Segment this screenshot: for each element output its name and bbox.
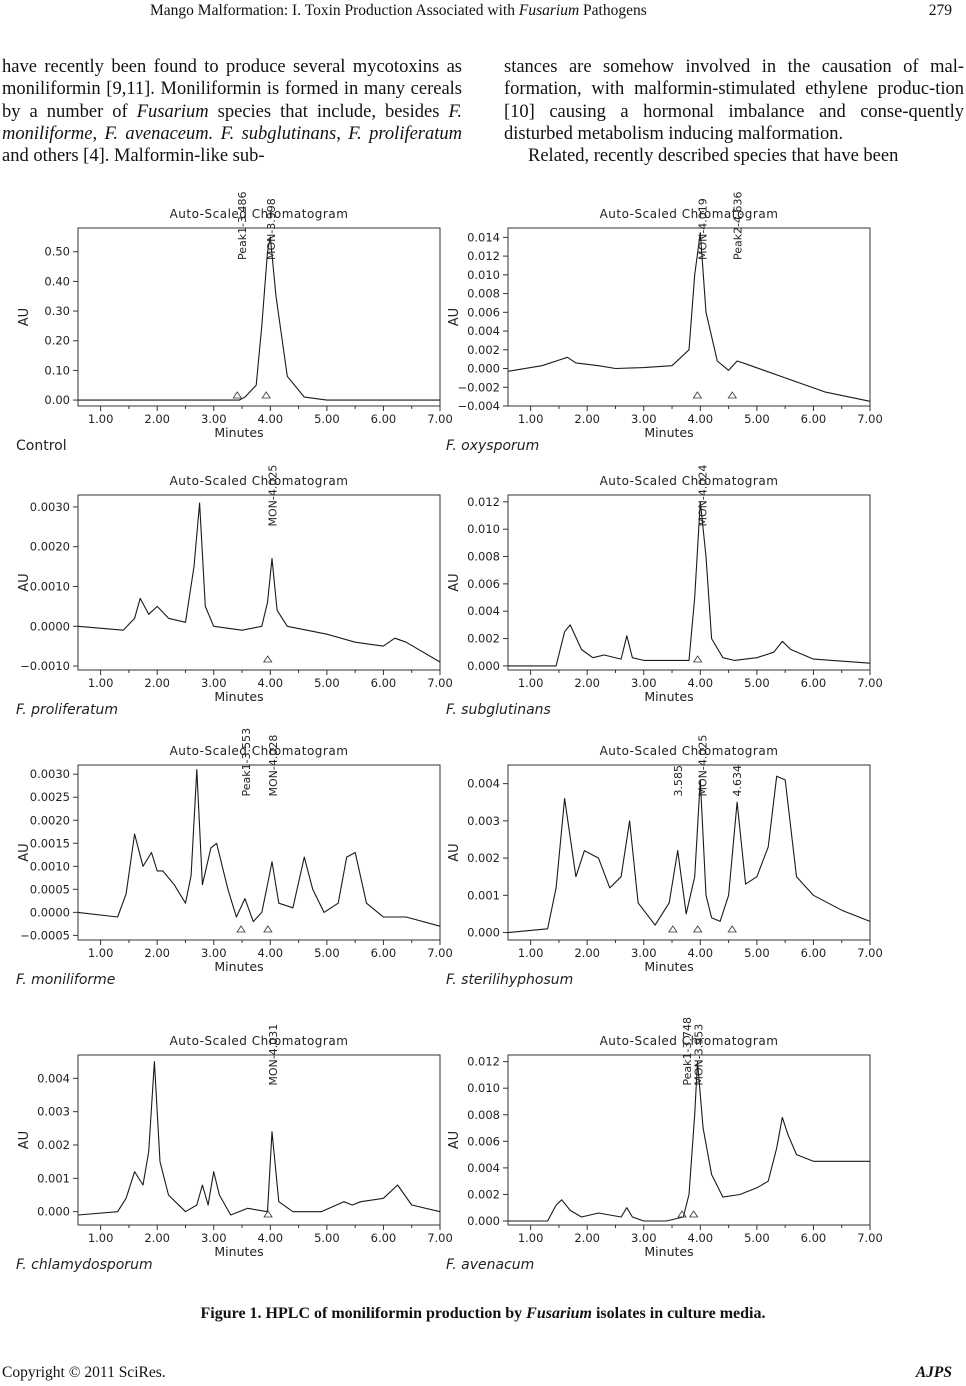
y-tick-label: −0.002 xyxy=(457,380,500,395)
right-paragraph-2: Related, recently described species that have been xyxy=(528,146,899,167)
plot-frame xyxy=(78,495,440,670)
y-tick-label: 0.00 xyxy=(44,393,70,408)
x-tick-label: 3.00 xyxy=(200,676,227,690)
y-tick-label: 0.004 xyxy=(467,324,500,339)
y-tick-label: 0.0000 xyxy=(29,905,70,920)
right-paragraph-1: stances are somehow involved in the causation of mal-formation, with malformin-stimulated ethylene produc-tion [10] causing a hormonal imbalance and conse-quently disturbed metabolism inducing malformation. xyxy=(504,57,964,144)
y-tick-label: 0.002 xyxy=(467,851,500,866)
y-tick-label: 0.0015 xyxy=(29,836,70,851)
x-tick-label: 6.00 xyxy=(370,676,397,690)
italic-run: Fusarium xyxy=(136,101,209,122)
chromatogram-trace xyxy=(508,233,870,402)
y-tick-label: 0.012 xyxy=(467,1054,500,1069)
panel-label: F. avenacum xyxy=(446,1257,535,1273)
chart-title: Auto-Scaled Chromatogram xyxy=(599,207,779,221)
x-axis-label: Minutes xyxy=(214,425,264,440)
peak-label: 4.634 xyxy=(731,765,745,797)
y-axis-label: AU xyxy=(447,307,462,327)
y-tick-label: 0.0025 xyxy=(29,790,70,805)
peak-marker xyxy=(264,656,272,662)
x-tick-label: 2.00 xyxy=(574,412,600,426)
chromatogram-trace xyxy=(508,776,870,932)
x-tick-label: 6.00 xyxy=(370,412,397,426)
y-tick-label: 0.002 xyxy=(467,342,500,357)
y-tick-label: 0.0020 xyxy=(29,813,70,828)
panel-label: F. subglutinans xyxy=(446,702,551,718)
y-tick-label: 0.000 xyxy=(467,658,500,673)
x-tick-label: 6.00 xyxy=(370,946,397,960)
y-axis-label: AU xyxy=(447,1130,462,1150)
text-run: have recently been found to produce several mycotoxins as moniliformin [9,11]. Moniliformin is formed in many cereals by a number of xyxy=(2,57,462,122)
x-tick-label: 7.00 xyxy=(427,676,453,690)
x-tick-label: 7.00 xyxy=(857,1231,883,1245)
x-axis-label: Minutes xyxy=(214,959,264,974)
chromatogram-panel xyxy=(446,465,883,718)
peak-marker xyxy=(694,926,702,932)
page-number: 279 xyxy=(928,2,952,19)
figure xyxy=(0,190,966,1300)
y-tick-label: 0.0030 xyxy=(29,499,70,514)
x-axis-label: Minutes xyxy=(644,1244,694,1259)
plot-frame xyxy=(508,228,870,406)
y-tick-label: 0.004 xyxy=(467,776,500,791)
y-tick-label: 0.006 xyxy=(467,1134,500,1149)
y-axis-label: AU xyxy=(447,843,462,862)
x-tick-label: 7.00 xyxy=(427,1231,453,1245)
y-tick-label: 0.002 xyxy=(467,631,500,646)
text-run: species that include, besides xyxy=(208,101,449,122)
chromatogram-panel xyxy=(16,465,453,718)
y-tick-label: 0.0030 xyxy=(29,767,70,782)
panel-label: Control xyxy=(16,438,67,454)
x-tick-label: 1.00 xyxy=(517,1231,544,1245)
text-run: and others [4]. Malformin-like sub- xyxy=(2,146,265,167)
right-column xyxy=(504,56,964,167)
y-tick-label: 0.001 xyxy=(37,1171,70,1186)
x-tick-label: 1.00 xyxy=(517,676,544,690)
x-tick-label: 2.00 xyxy=(144,412,170,426)
x-tick-label: 5.00 xyxy=(744,412,770,426)
chromatogram-panel xyxy=(16,191,453,454)
x-tick-label: 3.00 xyxy=(200,946,227,960)
y-tick-label: 0.003 xyxy=(37,1104,70,1119)
y-tick-label: 0.001 xyxy=(467,888,500,903)
x-tick-label: 3.00 xyxy=(630,676,657,690)
x-tick-label: 3.00 xyxy=(630,1231,657,1245)
peak-marker xyxy=(264,926,272,932)
chromatogram-panel xyxy=(446,735,883,988)
x-tick-label: 2.00 xyxy=(144,676,170,690)
y-tick-label: 0.002 xyxy=(467,1187,500,1202)
x-tick-label: 4.00 xyxy=(257,412,284,426)
running-title-suffix: Pathogens xyxy=(579,2,647,19)
peak-label: MON-3.953 xyxy=(692,1023,706,1086)
y-axis-label: AU xyxy=(17,573,32,592)
x-tick-label: 1.00 xyxy=(517,946,544,960)
y-tick-label: 0.014 xyxy=(467,230,500,245)
chromatogram-trace xyxy=(508,502,870,666)
x-axis-label: Minutes xyxy=(644,689,694,704)
x-axis-label: Minutes xyxy=(644,959,694,974)
x-tick-label: 2.00 xyxy=(144,946,170,960)
chart-title: Auto-Scaled Chromatogram xyxy=(599,744,779,758)
y-axis-label: AU xyxy=(17,843,32,862)
y-tick-label: 0.000 xyxy=(467,925,500,940)
x-tick-label: 1.00 xyxy=(87,676,114,690)
x-tick-label: 4.00 xyxy=(257,1231,284,1245)
y-tick-label: 0.006 xyxy=(467,305,500,320)
y-axis-label: AU xyxy=(17,307,32,327)
panel-label: F. proliferatum xyxy=(16,702,119,718)
y-tick-label: 0.010 xyxy=(467,267,500,282)
chart-title: Auto-Scaled Chromatogram xyxy=(169,744,349,758)
chromatogram-panel xyxy=(446,1017,883,1273)
x-tick-label: 3.00 xyxy=(630,946,657,960)
y-tick-label: −0.0005 xyxy=(20,928,70,943)
chromatogram-trace xyxy=(78,770,440,927)
chart-title: Auto-Scaled Chromatogram xyxy=(599,1034,779,1048)
x-tick-label: 4.00 xyxy=(257,946,284,960)
y-tick-label: 0.0010 xyxy=(29,579,70,594)
chromatogram-trace xyxy=(78,503,440,662)
italic-run: F. proliferatum xyxy=(348,123,463,144)
panel-label: F. oxysporum xyxy=(446,438,540,454)
x-tick-label: 7.00 xyxy=(857,412,883,426)
y-tick-label: 0.010 xyxy=(467,1081,500,1096)
peak-label: MON-4.028 xyxy=(266,734,280,797)
x-tick-label: 5.00 xyxy=(314,946,340,960)
x-tick-label: 2.00 xyxy=(574,676,600,690)
plot-frame xyxy=(508,765,870,940)
x-tick-label: 4.00 xyxy=(687,1231,714,1245)
peak-label: Peak1-3.553 xyxy=(240,727,254,797)
y-tick-label: 0.30 xyxy=(44,304,70,319)
y-axis-label: AU xyxy=(447,573,462,592)
peak-label: Peak1-3.748 xyxy=(681,1017,695,1086)
x-tick-label: 4.00 xyxy=(687,676,714,690)
y-tick-label: 0.012 xyxy=(467,494,500,509)
peak-label: Peak1-3.486 xyxy=(236,191,250,261)
x-tick-label: 7.00 xyxy=(857,946,883,960)
running-title xyxy=(150,2,647,20)
x-tick-label: 1.00 xyxy=(87,412,114,426)
y-tick-label: 0.004 xyxy=(467,604,500,619)
caption-genus: Fusarium xyxy=(526,1305,592,1322)
y-tick-label: 0.40 xyxy=(44,274,70,289)
peak-label: MON-4.025 xyxy=(266,464,280,527)
journal-abbrev: AJPS xyxy=(915,1364,952,1381)
chromatogram-figure xyxy=(0,190,966,1300)
y-axis-label: AU xyxy=(17,1130,32,1150)
x-tick-label: 4.00 xyxy=(257,676,284,690)
italic-run: F. avenaceum. F. subglutinans xyxy=(104,123,337,144)
y-tick-label: 0.20 xyxy=(44,333,70,348)
chromatogram-panel xyxy=(16,728,453,988)
y-tick-label: 0.0010 xyxy=(29,859,70,874)
peak-marker xyxy=(669,926,677,932)
running-title-text: Mango Malformation: I. Toxin Production Associated with xyxy=(150,2,519,19)
y-tick-label: 0.008 xyxy=(467,549,500,564)
chromatogram-panel xyxy=(16,1024,453,1273)
peak-marker xyxy=(693,392,701,398)
panel-label: F. moniliforme xyxy=(16,972,116,988)
y-tick-label: 0.004 xyxy=(37,1071,70,1086)
y-tick-label: 0.000 xyxy=(37,1204,70,1219)
y-tick-label: 0.006 xyxy=(467,576,500,591)
chromatogram-panel xyxy=(446,191,883,454)
peak-label: MON-4.031 xyxy=(267,1023,281,1086)
caption-suffix: isolates in culture media. xyxy=(591,1305,766,1322)
x-tick-label: 1.00 xyxy=(517,412,544,426)
x-axis-label: Minutes xyxy=(214,689,264,704)
plot-frame xyxy=(78,228,440,406)
x-axis-label: Minutes xyxy=(214,1244,264,1259)
y-tick-label: 0.0000 xyxy=(29,619,70,634)
text-run: , xyxy=(92,123,105,144)
peak-marker xyxy=(264,1211,272,1217)
y-tick-label: −0.004 xyxy=(457,399,500,413)
x-tick-label: 2.00 xyxy=(574,1231,600,1245)
y-tick-label: 0.010 xyxy=(467,522,500,537)
x-tick-label: 6.00 xyxy=(800,1231,827,1245)
x-tick-label: 7.00 xyxy=(857,676,883,690)
peak-label: MON-3.998 xyxy=(265,198,279,261)
y-tick-label: 0.008 xyxy=(467,286,500,301)
peak-label: MON-4.025 xyxy=(696,734,710,797)
left-paragraph xyxy=(2,56,462,167)
x-tick-label: 5.00 xyxy=(314,1231,340,1245)
peak-label: 3.585 xyxy=(671,765,685,797)
x-tick-label: 5.00 xyxy=(744,676,770,690)
y-tick-label: 0.002 xyxy=(37,1138,70,1152)
y-tick-label: 0.000 xyxy=(467,1214,500,1229)
y-tick-label: 0.004 xyxy=(467,1160,500,1175)
y-tick-label: 0.000 xyxy=(467,361,500,376)
y-tick-label: 0.003 xyxy=(467,813,500,828)
peak-marker xyxy=(262,392,270,398)
chart-title: Auto-Scaled Chromatogram xyxy=(169,1034,349,1048)
panel-label: F. sterilihyphosum xyxy=(446,972,574,988)
x-tick-label: 5.00 xyxy=(314,412,340,426)
caption-text: Figure 1. HPLC of moniliformin production by xyxy=(200,1305,527,1322)
italic-run: F. moniliforme xyxy=(2,101,462,144)
x-tick-label: 5.00 xyxy=(314,676,340,690)
peak-label: MON-4.019 xyxy=(696,198,710,261)
x-tick-label: 5.00 xyxy=(744,1231,770,1245)
x-tick-label: 2.00 xyxy=(574,946,600,960)
y-tick-label: 0.50 xyxy=(44,244,70,259)
x-tick-label: 6.00 xyxy=(370,1231,397,1245)
x-tick-label: 7.00 xyxy=(427,412,453,426)
y-tick-label: 0.008 xyxy=(467,1107,500,1122)
copyright: Copyright © 2011 SciRes. xyxy=(2,1364,166,1381)
x-tick-label: 3.00 xyxy=(200,1231,227,1245)
x-tick-label: 3.00 xyxy=(200,412,227,426)
x-tick-label: 6.00 xyxy=(800,412,827,426)
text-run: , xyxy=(336,123,349,144)
peak-label: Peak2-4.636 xyxy=(731,191,745,261)
y-tick-label: 0.0020 xyxy=(29,539,70,554)
chart-title: Auto-Scaled Chromatogram xyxy=(169,474,349,488)
y-tick-label: 0.012 xyxy=(467,249,500,264)
x-tick-label: 7.00 xyxy=(427,946,453,960)
left-column xyxy=(2,56,462,167)
peak-label: MON-4.024 xyxy=(696,464,710,527)
figure-caption xyxy=(0,1305,966,1323)
x-tick-label: 3.00 xyxy=(630,412,657,426)
chromatogram-trace xyxy=(78,237,440,400)
y-tick-label: 0.10 xyxy=(44,363,70,378)
page-footer xyxy=(0,1364,966,1386)
x-tick-label: 4.00 xyxy=(687,946,714,960)
peak-marker xyxy=(690,1211,698,1217)
peak-marker xyxy=(233,392,241,398)
x-tick-label: 1.00 xyxy=(87,946,114,960)
x-tick-label: 6.00 xyxy=(800,946,827,960)
chart-title: Auto-Scaled Chromatogram xyxy=(169,207,349,221)
peak-marker xyxy=(694,656,702,662)
running-title-genus: Fusarium xyxy=(518,2,580,19)
peak-marker xyxy=(728,392,736,398)
x-tick-label: 2.00 xyxy=(144,1231,170,1245)
page-header xyxy=(0,2,966,24)
peak-marker xyxy=(237,926,245,932)
plot-frame xyxy=(508,495,870,670)
chromatogram-trace xyxy=(78,1062,440,1215)
panel-label: F. chlamydosporum xyxy=(16,1257,153,1273)
peak-marker xyxy=(728,926,736,932)
x-axis-label: Minutes xyxy=(644,425,694,440)
x-tick-label: 6.00 xyxy=(800,676,827,690)
x-tick-label: 1.00 xyxy=(87,1231,114,1245)
y-tick-label: −0.0010 xyxy=(20,659,70,674)
x-tick-label: 4.00 xyxy=(687,412,714,426)
plot-frame xyxy=(78,1055,440,1225)
chart-title: Auto-Scaled Chromatogram xyxy=(599,474,779,488)
y-tick-label: 0.0005 xyxy=(29,882,70,897)
x-tick-label: 5.00 xyxy=(744,946,770,960)
